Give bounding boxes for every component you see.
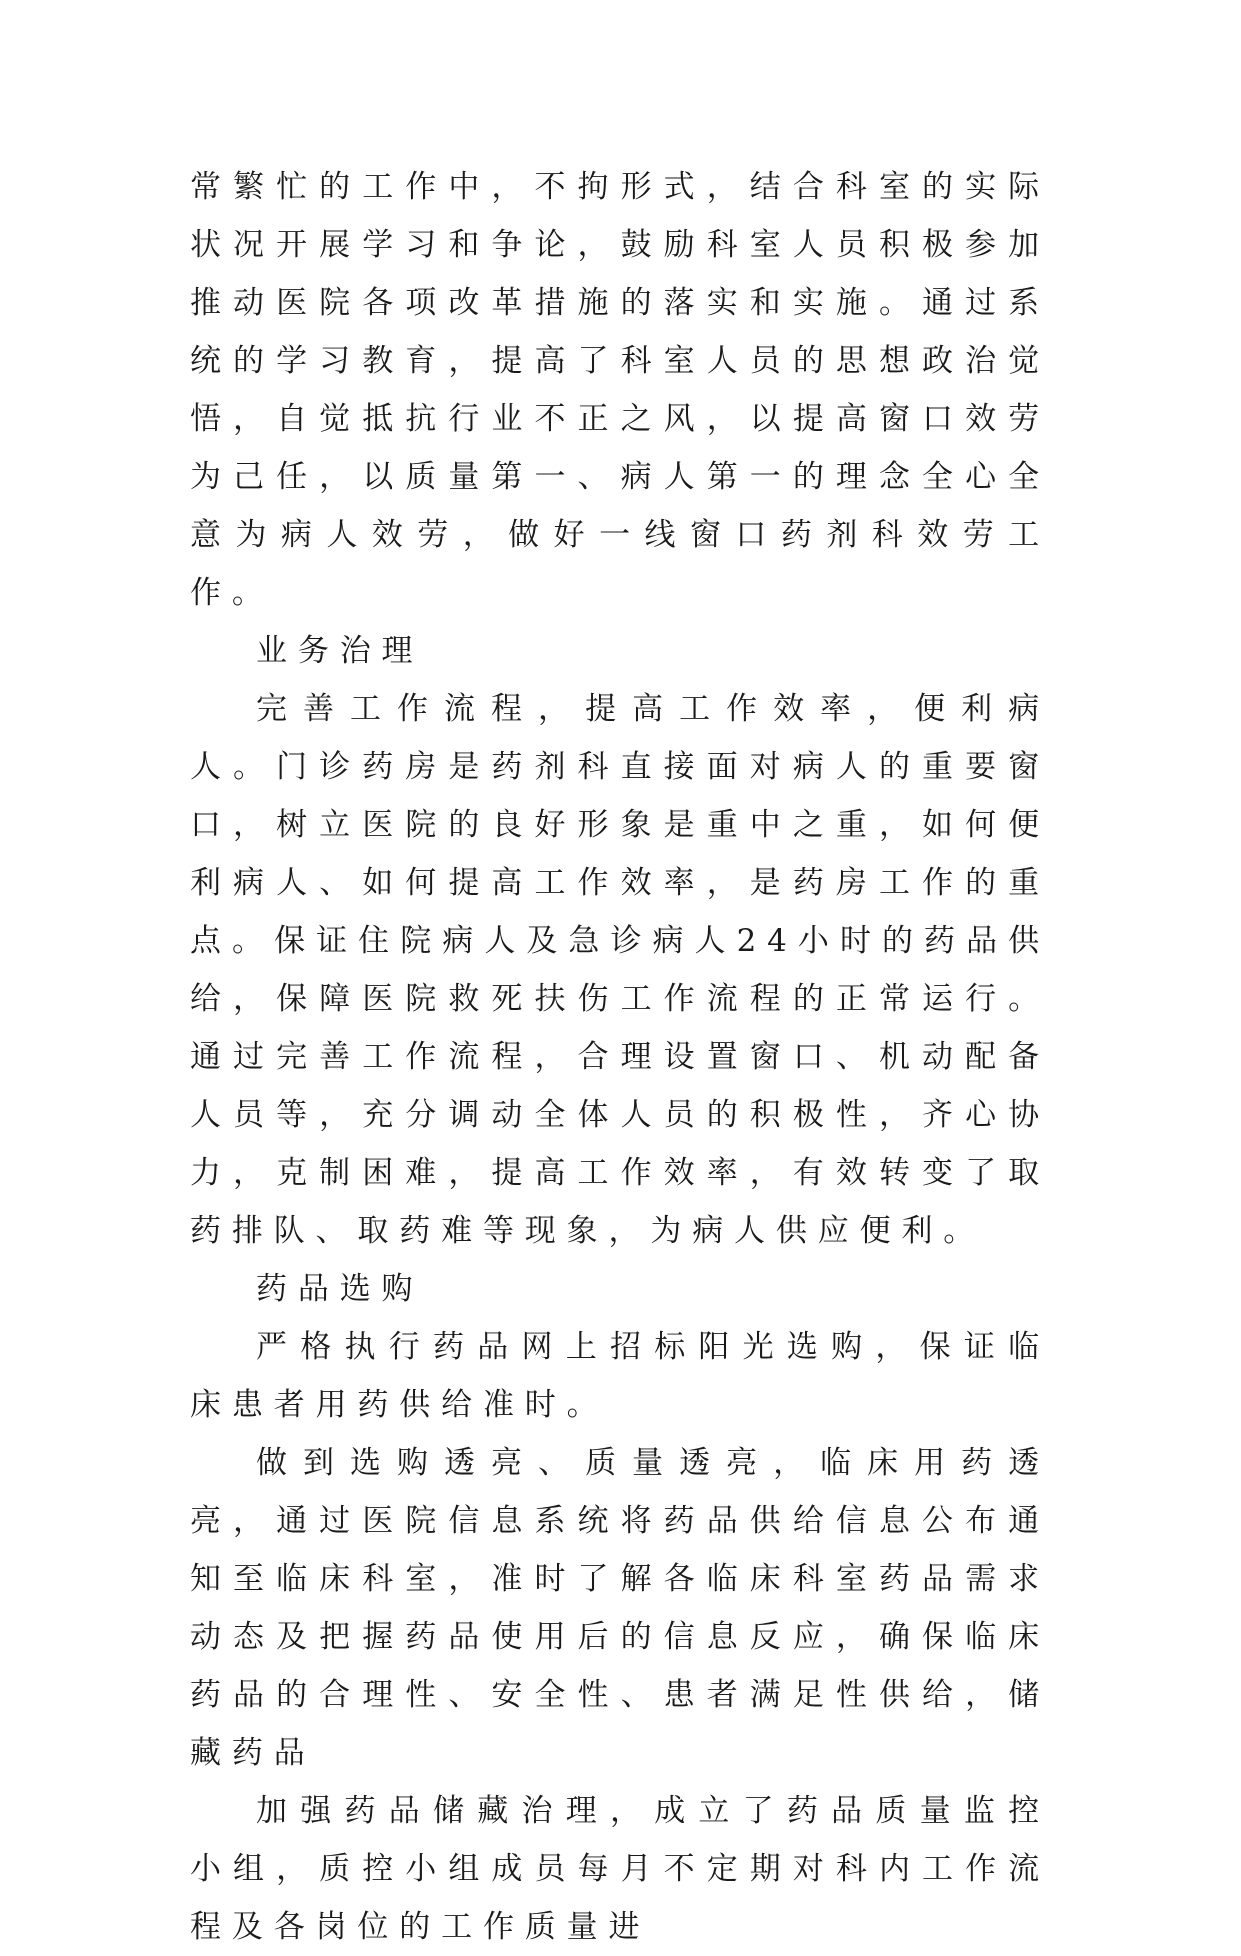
paragraph-transparency: 做到选购透亮、质量透亮，临床用药透亮，通过医院信息系统将药品供给信息公布通知至临床科室，准时了解各临床科室药品需求动态及把握药品使用后的信息反应，确保临床药品的合理性、安全性、患者满足性供给，储藏药品 bbox=[190, 1445, 1050, 1771]
paragraph-procurement: 严格执行药品网上招标阳光选购，保证临床患者用药供给准时。 bbox=[190, 1329, 1050, 1423]
section-heading-drug-procurement: 药品选购 bbox=[256, 1271, 424, 1307]
paragraph-workflow: 完善工作流程，提高工作效率，便利病人。门诊药房是药剂科直接面对病人的重要窗口，树立医院的良好形象是重中之重，如何便利病人、如何提高工作效率，是药房工作的重点。保证住院病人及急诊病人24小时的药品供给，保障医院救死扶伤工作流程的正常运行。通过完善工作流程，合理设置窗口、机动配备人员等，充分调动全体人员的积极性，齐心协力，克制困难，提高工作效率，有效转变了取药排队、取药难等现象，为病人供应便利。 bbox=[190, 691, 1050, 1249]
paragraph-storage: 加强药品储藏治理，成立了药品质量监控小组，质控小组成员每月不定期对科内工作流程及各岗位的工作质量进 bbox=[190, 1793, 1050, 1945]
section-heading-business-management: 业务治理 bbox=[256, 633, 424, 669]
paragraph-continuation: 常繁忙的工作中，不拘形式，结合科室的实际状况开展学习和争论，鼓励科室人员积极参加推动医院各项改革措施的落实和实施。通过系统的学习教育，提高了科室人员的思想政治觉悟，自觉抵抗行业不正之风，以提高窗口效劳为己任，以质量第一、病人第一的理念全心全意为病人效劳，做好一线窗口药剂科效劳工作。 bbox=[190, 169, 1050, 611]
document-body bbox=[190, 158, 1050, 1956]
